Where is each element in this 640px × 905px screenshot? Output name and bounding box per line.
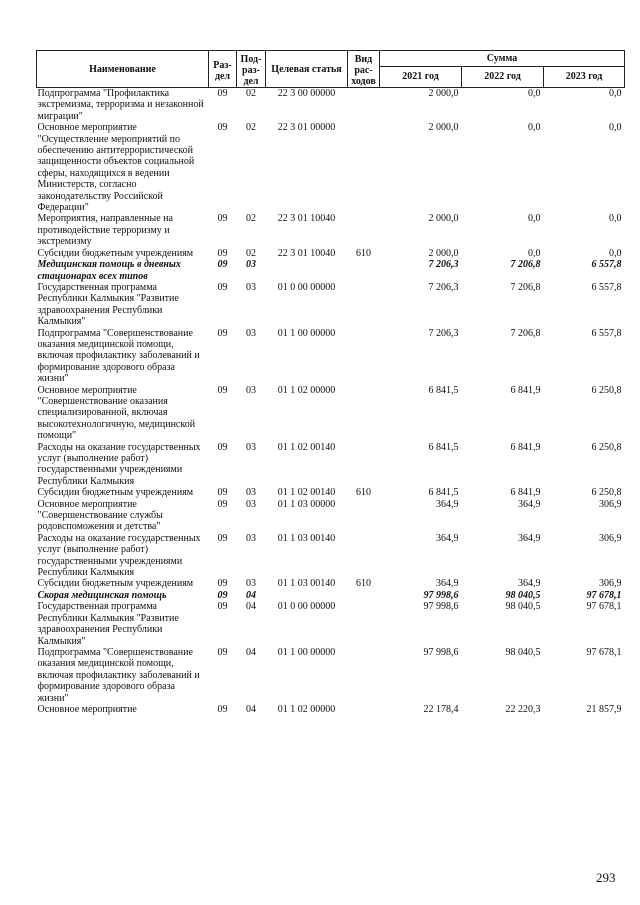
cell-subsection: 04 bbox=[246, 646, 256, 658]
cell-sum-2021: 7 206,3 bbox=[428, 327, 459, 339]
cell-section: 09 bbox=[217, 703, 228, 715]
cell-target-article: 01 1 00 00000 bbox=[277, 327, 336, 339]
cell-section: 09 bbox=[217, 487, 228, 499]
cell-subsection: 03 bbox=[246, 259, 256, 271]
cell-sum-2022: 98 040,5 bbox=[505, 646, 541, 658]
cell-expense-type bbox=[348, 88, 380, 123]
header-expense-type: Вид рас-ходов bbox=[348, 51, 380, 88]
cell-sum-2021: 6 841,5 bbox=[428, 487, 459, 499]
cell-target-article: 01 1 03 00000 bbox=[277, 498, 336, 510]
cell-sum-2023: 306,9 bbox=[599, 532, 622, 544]
cell-subsection: 04 bbox=[246, 601, 256, 613]
cell-name: Расходы на оказание государственных услуг (выполнение работ) государственными учреждениями Республики Калмыкия bbox=[37, 441, 201, 487]
cell-subsection: 03 bbox=[246, 441, 256, 453]
cell-target-article: 01 1 03 00140 bbox=[277, 578, 336, 590]
cell-sum-2022: 0,0 bbox=[528, 88, 541, 99]
page-number: 293 bbox=[596, 870, 616, 885]
cell-subsection: 03 bbox=[246, 532, 256, 544]
cell-expense-type bbox=[348, 601, 380, 647]
cell-target-article: 01 0 00 00000 bbox=[277, 601, 336, 613]
cell-section: 09 bbox=[217, 327, 228, 339]
cell-name: Мероприятия, направленные на противодействие терроризму и экстремизму bbox=[37, 213, 173, 248]
header-section: Раз-дел bbox=[209, 51, 237, 88]
cell-sum-2022: 364,9 bbox=[518, 498, 541, 510]
cell-name: Государственная программа Республики Калмыкия "Развитие здравоохранения Республики Калмыкия" bbox=[37, 281, 179, 328]
cell-section: 09 bbox=[217, 88, 228, 99]
cell-expense-type bbox=[348, 590, 380, 601]
header-year-2021: 2021 год bbox=[380, 66, 462, 87]
cell-sum-2022: 7 206,8 bbox=[510, 281, 541, 293]
cell-target-article: 01 1 03 00140 bbox=[277, 532, 336, 544]
cell-sum-2021: 22 178,4 bbox=[423, 703, 459, 715]
cell-section: 09 bbox=[217, 281, 228, 293]
cell-sum-2022: 0,0 bbox=[528, 122, 541, 134]
cell-section: 09 bbox=[217, 213, 228, 225]
cell-subsection: 02 bbox=[246, 247, 256, 259]
cell-sum-2021: 364,9 bbox=[436, 578, 459, 590]
cell-sum-2022: 6 841,9 bbox=[510, 384, 541, 396]
cell-target-article: 22 3 01 00000 bbox=[277, 122, 336, 134]
cell-sum-2021: 2 000,0 bbox=[428, 88, 459, 99]
cell-subsection: 02 bbox=[246, 88, 256, 99]
cell-expense-type bbox=[348, 385, 380, 442]
cell-expense-type: 610 bbox=[356, 578, 371, 590]
cell-name: Основное мероприятие "Совершенствование службы родовспоможения и детства" bbox=[37, 498, 163, 533]
cell-subsection: 02 bbox=[246, 213, 256, 225]
cell-sum-2023: 0,0 bbox=[609, 213, 622, 225]
cell-expense-type bbox=[348, 442, 380, 488]
header-sum: Сумма bbox=[380, 51, 625, 67]
cell-expense-type: 610 bbox=[356, 247, 371, 259]
cell-name: Основное мероприятие bbox=[37, 703, 137, 715]
cell-sum-2021: 7 206,3 bbox=[428, 281, 459, 293]
cell-name: Расходы на оказание государственных услуг (выполнение работ) государственными учреждениями Республики Калмыкия bbox=[37, 532, 201, 579]
cell-sum-2023: 306,9 bbox=[599, 578, 622, 590]
cell-section: 09 bbox=[217, 384, 228, 396]
cell-expense-type bbox=[348, 259, 380, 282]
cell-name: Субсидии бюджетным учреждениям bbox=[37, 487, 194, 499]
cell-section: 09 bbox=[217, 601, 228, 613]
budget-table bbox=[36, 50, 625, 715]
cell-sum-2023: 306,9 bbox=[599, 498, 622, 510]
table-row bbox=[37, 487, 625, 498]
cell-subsection: 03 bbox=[246, 487, 256, 499]
cell-sum-2023: 6 557,8 bbox=[591, 327, 622, 339]
cell-name: Медицинская помощь в дневных стационарах всех типов bbox=[37, 259, 181, 282]
cell-target-article: 01 1 02 00140 bbox=[277, 487, 336, 499]
cell-name: Подпрограмма "Профилактика экстремизма, терроризма и незаконной миграции" bbox=[37, 88, 204, 122]
cell-sum-2021: 364,9 bbox=[436, 498, 459, 510]
header-name: Наименование bbox=[37, 51, 209, 88]
cell-expense-type bbox=[348, 282, 380, 328]
header-subsection: Под-раз-дел bbox=[237, 51, 266, 88]
cell-subsection: 02 bbox=[246, 122, 256, 134]
cell-sum-2022: 6 841,9 bbox=[510, 487, 541, 499]
cell-expense-type: 610 bbox=[356, 487, 371, 499]
table-row bbox=[37, 213, 625, 247]
cell-section: 09 bbox=[217, 498, 228, 510]
table-row bbox=[37, 601, 625, 647]
cell-subsection: 04 bbox=[246, 589, 256, 601]
cell-sum-2021: 2 000,0 bbox=[428, 213, 459, 225]
cell-section: 09 bbox=[217, 589, 228, 601]
cell-sum-2023: 97 678,1 bbox=[586, 646, 622, 658]
cell-sum-2023: 6 557,8 bbox=[591, 259, 622, 271]
cell-name: Государственная программа Республики Калмыкия "Развитие здравоохранения Республики Калмыкия" bbox=[37, 601, 179, 647]
cell-sum-2022: 98 040,5 bbox=[505, 589, 541, 601]
cell-sum-2023: 97 678,1 bbox=[586, 589, 622, 601]
cell-sum-2022: 6 841,9 bbox=[510, 441, 541, 453]
cell-sum-2023: 6 557,8 bbox=[591, 281, 622, 293]
cell-name: Основное мероприятие "Осуществление мероприятий по обеспечению антитеррористической защищенности объектов социальной сферы, находящихся в ведении Министерств, согласно законодательству Российской Федерации" bbox=[37, 122, 195, 214]
cell-sum-2023: 6 250,8 bbox=[591, 384, 622, 396]
cell-sum-2021: 7 206,3 bbox=[428, 259, 459, 271]
cell-sum-2021: 97 998,6 bbox=[423, 589, 459, 601]
cell-section: 09 bbox=[217, 247, 228, 259]
cell-target-article: 22 3 01 10040 bbox=[277, 213, 336, 225]
cell-name: Подпрограмма "Совершенствование оказания медицинской помощи, включая профилактику заболеваний и формирование здорового образа жизни" bbox=[37, 327, 200, 385]
cell-target-article bbox=[266, 590, 348, 601]
cell-sum-2022: 0,0 bbox=[528, 213, 541, 225]
cell-subsection: 03 bbox=[246, 327, 256, 339]
table-row bbox=[37, 385, 625, 442]
cell-expense-type bbox=[348, 704, 380, 715]
cell-target-article: 22 3 01 10040 bbox=[277, 247, 336, 259]
cell-sum-2021: 6 841,5 bbox=[428, 441, 459, 453]
cell-name: Субсидии бюджетным учреждениям bbox=[37, 578, 194, 590]
header-year-2022: 2022 год bbox=[462, 66, 544, 87]
header-target-article: Целевая статья bbox=[266, 51, 348, 88]
cell-subsection: 03 bbox=[246, 384, 256, 396]
cell-target-article: 22 3 00 00000 bbox=[277, 88, 336, 99]
cell-sum-2022: 364,9 bbox=[518, 578, 541, 590]
table-row bbox=[37, 533, 625, 579]
cell-sum-2023: 0,0 bbox=[609, 122, 622, 134]
cell-name: Основное мероприятие "Совершенствование оказания специализированной, включая высокотехнологичную, медицинской помощи" bbox=[37, 384, 196, 442]
cell-expense-type bbox=[348, 499, 380, 533]
table-row bbox=[37, 88, 625, 123]
cell-section: 09 bbox=[217, 646, 228, 658]
cell-section: 09 bbox=[217, 259, 228, 271]
cell-sum-2023: 0,0 bbox=[609, 247, 622, 259]
cell-sum-2023: 0,0 bbox=[609, 88, 622, 99]
cell-sum-2021: 97 998,6 bbox=[423, 601, 459, 613]
cell-sum-2021: 2 000,0 bbox=[428, 247, 459, 259]
cell-target-article: 01 1 02 00000 bbox=[277, 384, 336, 396]
cell-target-article bbox=[266, 259, 348, 282]
table-row bbox=[37, 578, 625, 589]
table-row bbox=[37, 248, 625, 259]
table-row bbox=[37, 590, 625, 601]
cell-sum-2022: 0,0 bbox=[528, 247, 541, 259]
cell-section: 09 bbox=[217, 122, 228, 134]
cell-subsection: 03 bbox=[246, 578, 256, 590]
cell-target-article: 01 1 02 00000 bbox=[277, 703, 336, 715]
cell-sum-2022: 7 206,8 bbox=[510, 327, 541, 339]
table-row bbox=[37, 122, 625, 213]
table-row bbox=[37, 282, 625, 328]
table-body bbox=[37, 88, 625, 716]
cell-subsection: 03 bbox=[246, 281, 256, 293]
cell-sum-2023: 21 857,9 bbox=[586, 703, 622, 715]
cell-name: Субсидии бюджетным учреждениям bbox=[37, 247, 194, 259]
cell-sum-2022: 7 206,8 bbox=[510, 259, 541, 271]
cell-sum-2021: 364,9 bbox=[436, 532, 459, 544]
table-row bbox=[37, 259, 625, 282]
cell-target-article: 01 0 00 00000 bbox=[277, 281, 336, 293]
cell-expense-type bbox=[348, 122, 380, 213]
cell-sum-2021: 97 998,6 bbox=[423, 646, 459, 658]
cell-sum-2022: 364,9 bbox=[518, 532, 541, 544]
cell-sum-2022: 22 220,3 bbox=[505, 703, 541, 715]
cell-sum-2023: 6 250,8 bbox=[591, 441, 622, 453]
header-year-2023: 2023 год bbox=[544, 66, 625, 87]
cell-expense-type bbox=[348, 213, 380, 247]
cell-name: Подпрограмма "Совершенствование оказания медицинской помощи, включая профилактику заболеваний и формирование здорового образа жизни" bbox=[37, 646, 200, 704]
table-row bbox=[37, 328, 625, 385]
cell-expense-type bbox=[348, 647, 380, 704]
cell-subsection: 03 bbox=[246, 498, 256, 510]
cell-name: Скорая медицинская помощь bbox=[37, 589, 167, 601]
cell-sum-2022: 98 040,5 bbox=[505, 601, 541, 613]
table-row bbox=[37, 704, 625, 715]
cell-section: 09 bbox=[217, 532, 228, 544]
cell-sum-2023: 6 250,8 bbox=[591, 487, 622, 499]
cell-section: 09 bbox=[217, 578, 228, 590]
cell-expense-type bbox=[348, 328, 380, 385]
cell-target-article: 01 1 02 00140 bbox=[277, 441, 336, 453]
table-row bbox=[37, 647, 625, 704]
cell-target-article: 01 1 00 00000 bbox=[277, 646, 336, 658]
cell-expense-type bbox=[348, 533, 380, 579]
table-row bbox=[37, 442, 625, 488]
cell-sum-2023: 97 678,1 bbox=[586, 601, 622, 613]
table-row bbox=[37, 499, 625, 533]
cell-section: 09 bbox=[217, 441, 228, 453]
cell-sum-2021: 2 000,0 bbox=[428, 122, 459, 134]
cell-sum-2021: 6 841,5 bbox=[428, 384, 459, 396]
cell-subsection: 04 bbox=[246, 703, 256, 715]
table-header bbox=[37, 51, 625, 88]
